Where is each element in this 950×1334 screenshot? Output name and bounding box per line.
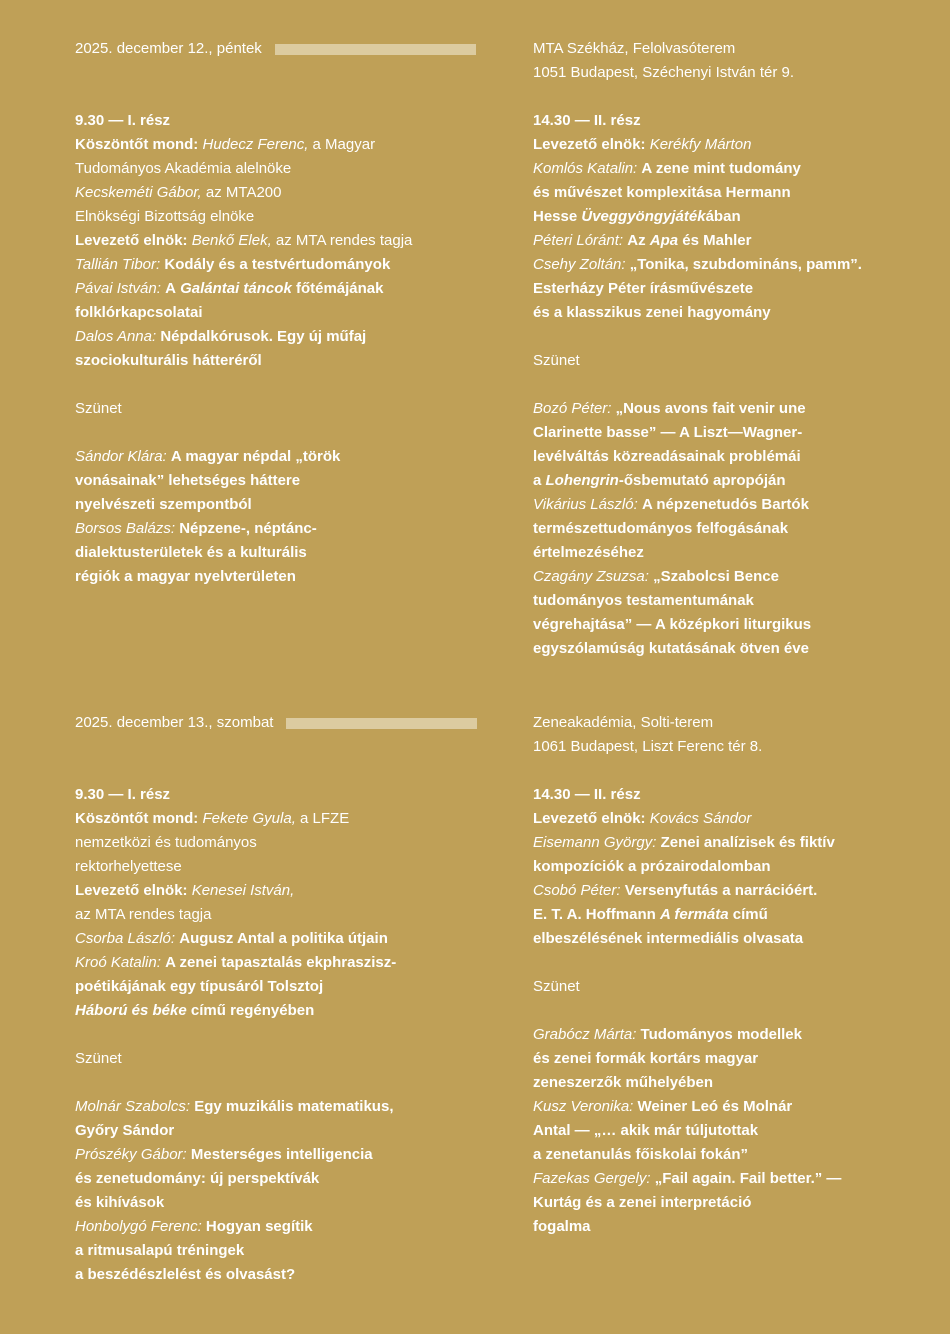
day1-morning-heading: 9.30 — I. rész — [75, 112, 171, 129]
day1-morning-column — [75, 37, 515, 589]
talk-entry: Kusz Veronika: Weiner Leó és Molnár Antal — „… akik már túljutottak a zenetanulás főiskolai fokán” — [533, 1098, 793, 1163]
day2-morning-column — [75, 711, 515, 1287]
day2-afternoon-heading: 14.30 — II. rész — [533, 786, 641, 803]
talk-entry: Grabócz Márta: Tudományos modellek és zenei formák kortárs magyar zeneszerzők műhelyében — [533, 1026, 802, 1091]
chair-name: Benkő Elek, — [191, 232, 272, 249]
talk-entry: Prószéky Gábor: Mesterséges intelligencia és zenetudomány: új perspektívák és kihívások — [75, 1146, 373, 1211]
day2-welcome: Köszöntőt mond: Fekete Gyula, a LFZE nemzetközi és tudományos rektorhelyettese — [75, 810, 350, 875]
day2-morning-heading: 9.30 — I. rész — [75, 786, 171, 803]
welcome-label: Köszöntőt mond: — [75, 136, 199, 153]
talk-speaker: Kusz Veronika: — [533, 1098, 634, 1115]
talk-speaker: Molnár Szabolcs: — [75, 1098, 191, 1115]
day1-date-rule — [275, 44, 476, 55]
talk-speaker: Csehy Zoltán: — [533, 256, 626, 273]
talk-entry: Pávai István: A Galántai táncok főtémájának folklórkapcsolatai — [75, 280, 384, 321]
talk-entry: Komlós Katalin: A zene mint tudomány és művészet komplexitása Hermann Hesse Üveggyöngyjátékában — [533, 160, 801, 225]
talk-speaker: Komlós Katalin: — [533, 160, 638, 177]
venue-address: 1051 Budapest, Széchenyi István tér 9. — [533, 64, 794, 81]
day2-afternoon-chair — [533, 807, 933, 831]
chair-label: Levezető elnök: — [533, 810, 646, 827]
talk-entry: Bozó Péter: „Nous avons fait venir une Clarinette basse” — A Liszt—Wagner- levélváltás közreadásainak problémái a Lohengrin-ősbemutató apropóján — [533, 400, 806, 489]
chair-name: Kerékfy Márton — [649, 136, 752, 153]
venue-name: Zeneakadémia, Solti-terem — [533, 714, 714, 731]
chair-label: Levezető elnök: — [75, 882, 188, 899]
welcome-speaker: Hudecz Ferenc, — [202, 136, 309, 153]
day2-date: 2025. december 13., szombat — [75, 714, 274, 731]
talk-entry: Csobó Péter: Versenyfutás a narrációért. E. T. A. Hoffmann A fermáta című elbeszélésének intermediális olvasata — [533, 882, 818, 947]
talk-entry: Eisemann György: Zenei analízisek és fiktív kompozíciók a prózairodalomban — [533, 834, 835, 875]
welcome-speaker: Kecskeméti Gábor, — [75, 184, 202, 201]
venue-name: MTA Székház, Felolvasóterem — [533, 40, 736, 57]
day1-morning-chair: Levezető elnök: Benkő Elek, az MTA rendes tagja — [75, 232, 413, 249]
talk-speaker: Dalos Anna: — [75, 328, 157, 345]
break-label: Szünet — [533, 978, 580, 995]
talk-speaker: Csorba László: — [75, 930, 176, 947]
talk-speaker: Honbolygó Ferenc: — [75, 1218, 202, 1235]
talk-speaker: Csobó Péter: — [533, 882, 621, 899]
welcome-label: Köszöntőt mond: — [75, 810, 199, 827]
talk-speaker: Borsos Balázs: — [75, 520, 176, 537]
break-label: Szünet — [75, 1050, 122, 1067]
talk-entry: Czagány Zsuzsa: „Szabolcsi Bence tudományos testamentumának végrehajtása” — A középkori liturgikus egyszólamúság kutatásának ötven éve — [533, 568, 812, 657]
break-label: Szünet — [75, 400, 122, 417]
chair-name: Kovács Sándor — [649, 810, 752, 827]
talk-speaker: Czagány Zsuzsa: — [533, 568, 649, 585]
talk-entry: Fazekas Gergely: „Fail again. Fail better.” — Kurtág és a zenei interpretáció fogalma — [533, 1170, 842, 1235]
day1-afternoon-column — [533, 37, 933, 661]
talk-entry: Honbolygó Ferenc: Hogyan segítik a ritmusalapú tréningek a beszédészlelést és olvasást? — [75, 1218, 313, 1283]
talk-entry: Dalos Anna: Népdalkórusok. Egy új műfaj szociokulturális hátteréről — [75, 328, 367, 369]
talk-entry — [75, 927, 515, 951]
chair-label: Levezető elnök: — [75, 232, 188, 249]
talk-speaker: Fazekas Gergely: — [533, 1170, 651, 1187]
chair-name: Kenesei István, — [191, 882, 295, 899]
day2-afternoon-column — [533, 711, 933, 1239]
day1-venue — [533, 37, 933, 85]
talk-entry: Molnár Szabolcs: Egy muzikális matematikus, Győry Sándor — [75, 1098, 394, 1139]
talk-title: Kodály és a testvértudományok — [164, 256, 391, 273]
welcome-speaker: Fekete Gyula, — [202, 810, 296, 827]
break-label: Szünet — [533, 352, 580, 369]
day2-date-rule — [286, 718, 477, 729]
day2-venue — [533, 711, 933, 759]
chair-label: Levezető elnök: — [533, 136, 646, 153]
talk-speaker: Bozó Péter: — [533, 400, 612, 417]
day1-date: 2025. december 12., péntek — [75, 40, 262, 57]
day2-morning-chair: Levezető elnök: Kenesei István, az MTA rendes tagja — [75, 882, 295, 923]
talk-entry: Vikárius László: A népzenetudós Bartók természettudományos felfogásának értelmezéséhez — [533, 496, 809, 561]
talk-speaker: Péteri Lóránt: — [533, 232, 624, 249]
day1-afternoon-heading: 14.30 — II. rész — [533, 112, 641, 129]
talk-entry: Csehy Zoltán: „Tonika, szubdomináns, pamm”. Esterházy Péter írásművészete és a klasszikus zenei hagyomány — [533, 256, 862, 321]
day1-afternoon-chair — [533, 133, 933, 157]
talk-entry: Péteri Lóránt: Az Apa és Mahler — [533, 232, 752, 249]
day1-dateline — [75, 37, 515, 61]
talk-speaker: Sándor Klára: — [75, 448, 167, 465]
talk-speaker: Tallián Tibor: — [75, 256, 161, 273]
talk-speaker: Vikárius László: — [533, 496, 638, 513]
day2-dateline — [75, 711, 515, 735]
day1-welcome: Köszöntőt mond: Hudecz Ferenc, a Magyar Tudományos Akadémia alelnöke Kecskeméti Gábor, az MTA200 Elnökségi Bizottság elnöke — [75, 136, 376, 225]
talk-speaker: Grabócz Márta: — [533, 1026, 637, 1043]
talk-speaker: Kroó Katalin: — [75, 954, 161, 971]
talk-speaker: Prószéky Gábor: — [75, 1146, 187, 1163]
talk-entry: Sándor Klára: A magyar népdal „török vonásainak” lehetséges háttere nyelvészeti szempontból — [75, 448, 341, 513]
talk-entry: Borsos Balázs: Népzene-, néptánc- dialektusterületek és a kulturális régiók a magyar nyelvterületen — [75, 520, 317, 585]
talk-title: Augusz Antal a politika útjain — [179, 930, 388, 947]
talk-entry — [75, 253, 515, 277]
talk-entry: Kroó Katalin: A zenei tapasztalás ekphraszisz- poétikájának egy típusáról Tolsztoj Háború és béke című regényében — [75, 954, 397, 1019]
talk-speaker: Eisemann György: — [533, 834, 657, 851]
talk-speaker: Pávai István: — [75, 280, 161, 297]
venue-address: 1061 Budapest, Liszt Ferenc tér 8. — [533, 738, 763, 755]
